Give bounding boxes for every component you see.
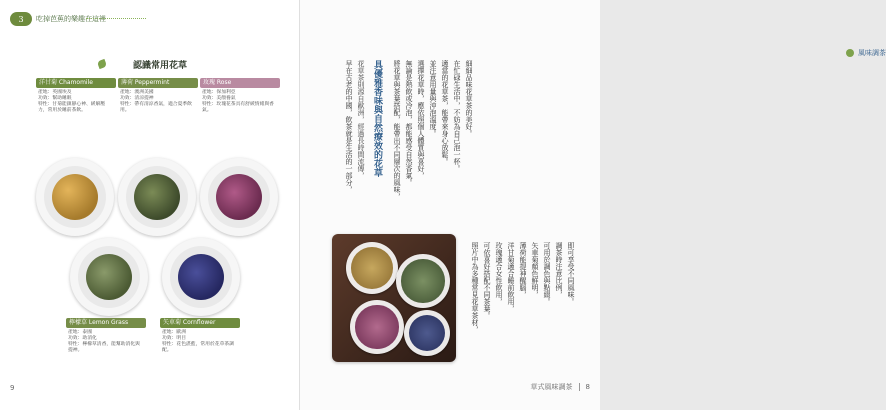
- herb-line: 特性：玫瑰花茶具有舒緩情緒與香氣。: [202, 102, 274, 114]
- herb-card-chamomile: [36, 78, 116, 144]
- chamomile-dish-image: [36, 158, 114, 236]
- herb-photo: [332, 234, 456, 362]
- herb-card-cornflower: [160, 318, 240, 384]
- herb-label: 矢車菊 Cornflower: [160, 318, 240, 328]
- herb-line: 產地：澳洲美國: [120, 90, 154, 95]
- photo-plate: [346, 242, 398, 294]
- right-page-number: 8: [585, 383, 590, 391]
- left-page: [0, 0, 300, 410]
- section-title: 認識常用花草: [132, 61, 187, 71]
- herb-card-rose: [200, 78, 280, 144]
- bottom-text-column: 矢車菊顏色鮮明，: [531, 242, 539, 298]
- herb-line: 特性：甘菊能鎮靜心神、緩解壓力，常用於睡前茶飲。: [38, 102, 106, 114]
- decorative-vine: [86, 18, 146, 25]
- herb-line: 功效：美顏養氣: [202, 96, 236, 102]
- right-page-header: [820, 48, 886, 58]
- body-text-column: 早在古老的中國，飲茶就是生活的一部分，: [345, 60, 353, 193]
- photo-herb-fill: [401, 259, 444, 302]
- body-text-column: 在忙碌生活中，不妨為自己泡一杯。: [453, 60, 461, 172]
- herb-line: 產地：英國埃及: [38, 90, 72, 95]
- right-folio-text: 草式風味調茶: [530, 383, 573, 391]
- chapter-number-badge: [10, 12, 32, 26]
- cornflower-dish-image: [162, 238, 240, 316]
- bottom-text-column: 薄荷能提神醒腦，: [519, 242, 527, 298]
- body-text-column: 花草茶則源自歐洲，經過長時間流傳，: [357, 60, 365, 179]
- rose-dish-image: [200, 158, 278, 236]
- photo-herb-fill: [409, 315, 446, 352]
- photo-plate: [396, 254, 450, 308]
- leaf-icon: [846, 49, 854, 57]
- right-header-text: 風味調茶: [858, 49, 886, 57]
- herb-card-lemongrass: [66, 318, 146, 384]
- feature-title: 具優雅香味與自然療效的花草: [372, 60, 382, 177]
- left-page-number: 9: [10, 384, 15, 392]
- herb-meta: [66, 328, 146, 354]
- bottom-text-column: 可依喜好搭配不同茶葉。: [483, 242, 491, 319]
- herb-label: 玫瑰 Rose: [200, 78, 280, 88]
- bottom-text-column: 照片中為多種常見花草茶材，: [471, 242, 479, 333]
- herb-line: 功效：清涼提神: [120, 96, 154, 102]
- leaf-icon: [97, 59, 107, 69]
- herb-line: 產地：保加利亞: [202, 90, 236, 95]
- peppermint-fill: [134, 174, 180, 220]
- lemongrass-fill: [86, 254, 132, 300]
- herb-line: 功效：明目: [162, 336, 186, 342]
- herb-meta: [160, 328, 240, 354]
- body-text-column: 無論是熱飲或冷泡，都能感受自然香氣。: [405, 60, 413, 186]
- body-text-column: 適當的花草茶，能帶來身心放鬆。: [441, 60, 449, 165]
- cornflower-fill: [178, 254, 224, 300]
- lemongrass-dish-image: [70, 238, 148, 316]
- right-page-folio: [531, 382, 590, 392]
- photo-plate: [404, 310, 450, 356]
- body-text-column: 選擇花草時，應依照個人體質與喜好，: [417, 60, 425, 179]
- herb-line: 特性：花色湛藍，常用於花草茶調配。: [162, 342, 234, 354]
- peppermint-dish-image: [118, 158, 196, 236]
- herb-line: 功效：助消化: [68, 336, 97, 342]
- herb-meta: [200, 88, 280, 114]
- herb-line: 產地：泰國: [68, 330, 92, 335]
- herb-line: 產地：歐洲: [162, 330, 186, 335]
- chapter-title: 吃掉芭蕉的樂趣在這裡: [36, 15, 106, 23]
- bottom-text-column: 即可享受不同風味。: [567, 242, 575, 305]
- body-text-column: 並注意用量與沖泡溫度。: [429, 60, 437, 137]
- bottom-text-column: 洋甘菊適合睡前飲用，: [507, 242, 515, 312]
- herb-label: 薄荷 Peppermint: [118, 78, 198, 88]
- herb-label: 檸檬草 Lemon Grass: [66, 318, 146, 328]
- body-text-column: 將花草與茶葉搭配，能帶出不同層次的風味，: [393, 60, 401, 200]
- herb-line: 特性：帶有清涼香氣，適合夏季飲用。: [120, 102, 192, 114]
- folio-separator: [579, 383, 580, 391]
- chapter-number: 3: [18, 14, 24, 24]
- herb-line: 特性：檸檬草清香，能幫助消化與提神。: [68, 342, 140, 354]
- herb-card-peppermint: [118, 78, 198, 144]
- rose-fill: [216, 174, 262, 220]
- photo-herb-fill: [351, 247, 393, 289]
- bottom-text-column: 玫瑰適合女性飲用，: [495, 242, 503, 305]
- photo-herb-fill: [355, 305, 398, 348]
- herb-meta: [118, 88, 198, 114]
- body-text-column: 細細品味花草茶的美好。: [465, 60, 473, 137]
- bottom-text-block: [470, 242, 590, 372]
- bottom-text-column: 調茶時注意比例，: [555, 242, 563, 298]
- herb-meta: [36, 88, 116, 114]
- herb-line: 功效：幫助睡眠: [38, 96, 72, 102]
- herb-label: 洋甘菊 Chamomile: [36, 78, 116, 88]
- bottom-text-column: 可用於調色與點綴。: [543, 242, 551, 305]
- photo-plate: [350, 300, 404, 354]
- chamomile-fill: [52, 174, 98, 220]
